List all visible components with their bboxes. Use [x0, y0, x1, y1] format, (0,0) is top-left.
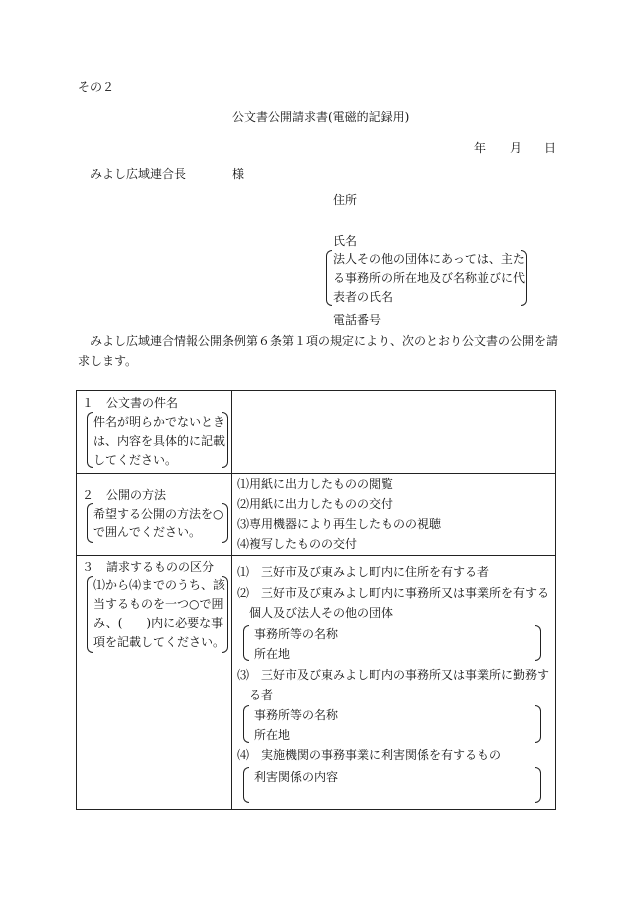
date-year: 年 [474, 141, 487, 155]
request-table [76, 390, 556, 810]
body-text-line2: 求します。 [78, 354, 138, 368]
item4-interest-label: 利害関係の内容 [254, 770, 339, 784]
page-title: 公文書公開請求書(電磁的記録用) [232, 110, 410, 124]
left-bracket [243, 705, 249, 743]
date-month: 月 [510, 141, 523, 155]
category-item-1[interactable]: ⑴ 三好市及び東みよし町内に住所を有する者 [237, 565, 490, 579]
body-text-line1: みよし広域連合情報公開条例第６条第１項の規定により、次のとおり公文書の公開を請 [90, 334, 559, 348]
name-label: 氏名 [333, 234, 358, 248]
item2-office-label: 事務所等の名称 [254, 627, 339, 641]
row1-heading: １ 公文書の件名 [82, 396, 179, 410]
right-bracket [222, 576, 228, 653]
row1-note-line: 件名が明らかでないとき [93, 415, 226, 429]
form-number: その２ [78, 80, 115, 94]
row1-note-line: してください。 [93, 453, 178, 467]
address-label: 住所 [333, 193, 358, 207]
disclosure-option[interactable]: ⑷複写したものの交付 [237, 537, 358, 551]
row3-heading: ３ 請求するものの区分 [82, 560, 215, 574]
category-item-2-cont: 個人及び法人その他の団体 [249, 606, 394, 620]
org-note-line: 表者の氏名 [333, 290, 394, 304]
right-bracket [535, 705, 541, 743]
row3-note-line: み、( )内に必要な事 [93, 616, 224, 630]
left-bracket [243, 625, 249, 661]
item3-location-label: 所在地 [254, 728, 291, 742]
addressee: みよし広域連合長 [90, 167, 187, 181]
left-bracket [243, 767, 249, 803]
document-title-field[interactable] [232, 391, 555, 473]
table-row-divider [77, 555, 555, 556]
disclosure-option[interactable]: ⑵用紙に出力したものの交付 [237, 497, 394, 511]
table-row-divider [77, 473, 555, 474]
row2-note-line: 希望する公開の方法を○ [93, 507, 224, 521]
addressee-honorific: 様 [232, 167, 245, 181]
row3-note-line: ⑴から⑷までのうち、該 [93, 578, 226, 592]
date-day: 日 [544, 141, 557, 155]
category-item-3-cont: る者 [249, 688, 274, 702]
right-bracket [535, 625, 541, 661]
right-bracket [521, 250, 527, 306]
left-bracket [326, 250, 332, 306]
disclosure-option[interactable]: ⑶専用機器により再生したものの視聴 [237, 517, 442, 531]
category-item-2[interactable]: ⑵ 三好市及び東みよし町内に事務所又は事業所を有する [237, 586, 550, 600]
row2-note-line: で囲んでください。 [93, 525, 202, 539]
category-item-3[interactable]: ⑶ 三好市及び東みよし町内の事務所又は事業所に勤務す [237, 668, 550, 682]
row3-note-line: 項を記載してください。 [93, 635, 226, 649]
right-bracket [222, 412, 228, 468]
disclosure-option[interactable]: ⑴用紙に出力したものの閲覧 [237, 477, 394, 491]
item3-office-label: 事務所等の名称 [254, 708, 339, 722]
right-bracket [535, 767, 541, 803]
row1-note-line: は、内容を具体的に記載 [93, 434, 226, 448]
row2-heading: ２ 公開の方法 [82, 488, 167, 502]
item2-location-label: 所在地 [254, 647, 291, 661]
row2-note [93, 505, 223, 541]
row3-note-line: 当するものを一つ○で囲 [93, 597, 224, 611]
org-note-line: る事務所の所在地及び名称並びに代 [333, 271, 526, 285]
org-note [333, 250, 525, 307]
right-bracket [222, 503, 228, 543]
row1-note [93, 413, 225, 470]
category-item-4[interactable]: ⑷ 実施機関の事務事業に利害関係を有するもの [237, 748, 502, 762]
phone-label: 電話番号 [333, 313, 382, 327]
row3-note [93, 576, 225, 652]
org-note-line: 法人その他の団体にあっては、主た [333, 252, 525, 266]
